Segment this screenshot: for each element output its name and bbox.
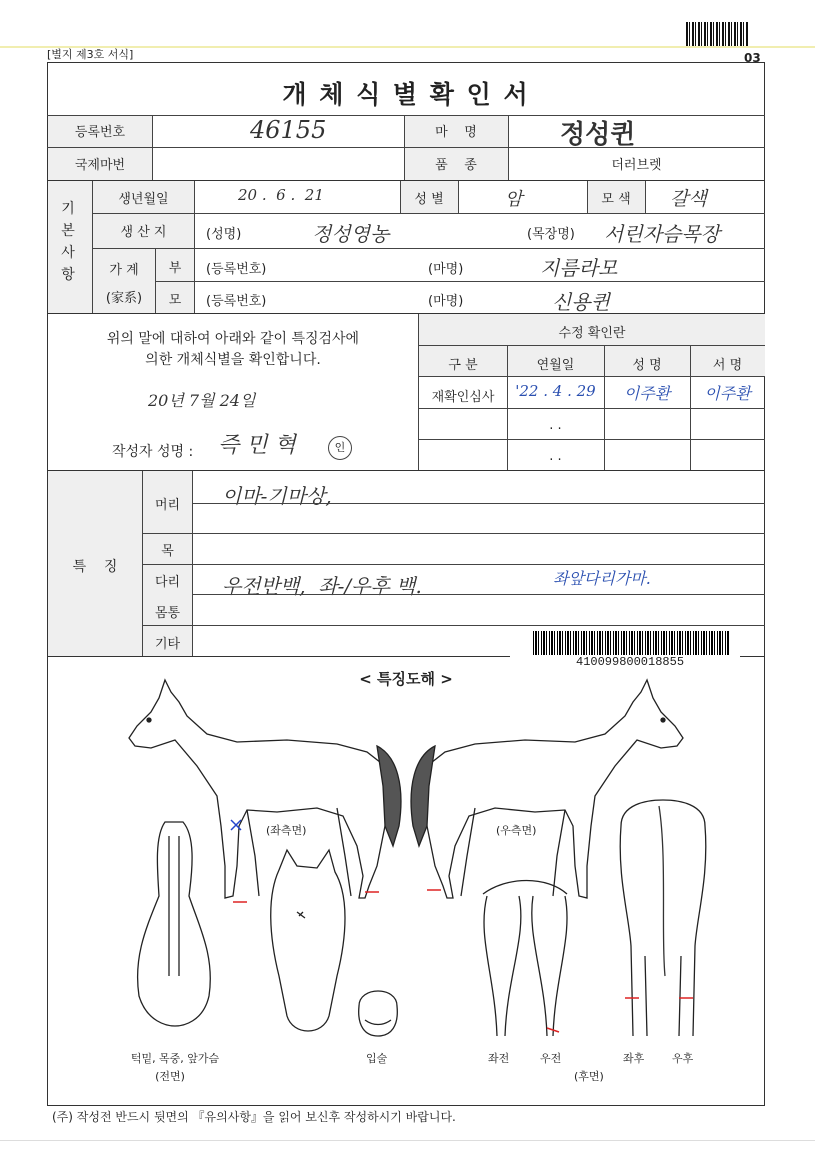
statement-line2: 의한 개체식별을 확인합니다. — [145, 352, 321, 368]
left-hind-label: 좌후 — [623, 1052, 645, 1065]
right-side-label: (우측면) — [496, 824, 537, 837]
birth-value: 20 . 6 . 21 — [238, 186, 324, 204]
document-title: 개 체 식 별 확 인 서 — [282, 80, 530, 109]
breed-value: 더러브렛 — [611, 158, 662, 173]
horse-name-label: 마 명 — [435, 125, 477, 140]
right-hind-label: 우후 — [672, 1052, 694, 1065]
dam-reg-label: (등록번호) — [206, 294, 267, 309]
origin-name-label: (성명) — [206, 227, 242, 242]
dam-label: 모 — [168, 293, 182, 308]
basic-section-label: 기본사항 — [61, 201, 75, 283]
footnote: (주) 작성전 반드시 뒷면의 『유의사항』을 읽어 보신후 작성하시기 바랍니다. — [52, 1110, 456, 1124]
sex-label: 성 별 — [414, 192, 444, 207]
front-caption: 턱밑, 목중, 앞가슴 — [130, 1052, 220, 1065]
legs-value: 우전반백, 좌-/우후 백. — [222, 574, 422, 598]
lip-icon — [359, 991, 398, 1036]
rev-row3-date: . . — [549, 449, 562, 464]
birth-label: 생년월일 — [118, 192, 169, 207]
rev-header-type: 구 분 — [448, 358, 478, 373]
right-side-horse-icon — [411, 680, 683, 898]
rev-row-type: 재확인심사 — [431, 390, 495, 405]
writer-signature: 즉 민 혁 — [218, 433, 296, 458]
marking-indicators — [233, 890, 693, 1032]
rev-row-name: 이주환 — [623, 384, 671, 403]
head-label: 머리 — [154, 498, 181, 513]
sire-name-label: (마명) — [428, 262, 464, 277]
dam-name-label: (마명) — [428, 294, 464, 309]
intl-no-label: 국제마번 — [74, 158, 126, 173]
page-code: 03 — [744, 51, 761, 65]
origin-name-value: 정성영농 — [312, 222, 390, 246]
head-front-icon — [271, 850, 345, 1031]
rear-view-label: (후면) — [574, 1070, 604, 1083]
color-value: 갈색 — [670, 188, 707, 210]
ranch-value: 서린자슴목장 — [604, 222, 720, 246]
other-label: 기타 — [154, 637, 181, 652]
features-section-label: 특 징 — [72, 559, 118, 575]
rev-header-date: 연월일 — [536, 358, 575, 373]
horse-diagrams — [47, 676, 765, 1096]
family-label: 가 계 — [109, 263, 139, 278]
rev-row-sign: 이주환 — [704, 384, 751, 403]
head-value: 이마-기마상, — [222, 484, 332, 508]
rev-row2-date: . . — [549, 418, 562, 433]
rev-header-name: 성 명 — [632, 358, 662, 373]
reg-no-value: 46155 — [250, 116, 327, 144]
sex-value: 암 — [505, 189, 523, 210]
top-barcode — [686, 22, 748, 46]
statement-line1: 위의 말에 대하여 아래와 같이 특징검사에 — [106, 331, 360, 347]
form-label: [별지 제3호 서식] — [47, 48, 134, 61]
sire-label: 부 — [168, 261, 182, 276]
barcode-bars — [533, 631, 729, 655]
left-side-label: (좌측면) — [266, 824, 307, 837]
front-legs-icon — [483, 881, 567, 1037]
diagram-title: < 특징도해 > — [359, 670, 453, 688]
horse-name-value: 정성퀸 — [560, 120, 636, 150]
left-side-horse-icon — [129, 680, 401, 898]
barcode-number: 410099800018855 — [576, 655, 685, 669]
left-fore-label: 좌전 — [488, 1052, 510, 1065]
rev-row-date: '22 . 4 . 29 — [515, 382, 596, 400]
neck-label: 목 — [161, 544, 174, 559]
footer-rule — [0, 1140, 815, 1141]
front-view-icon — [138, 822, 211, 1026]
front-view-label: (전면) — [155, 1070, 185, 1083]
breed-label: 품 종 — [435, 158, 477, 173]
body-label: 몸통 — [154, 606, 181, 621]
rear-view-icon — [620, 800, 706, 1036]
origin-label: 생 산 지 — [120, 225, 167, 240]
color-label: 모 색 — [601, 192, 631, 207]
seal-mark: 인 — [328, 436, 352, 460]
revision-title: 수정 확인란 — [558, 326, 626, 341]
legs-value-blue: 좌앞다리가마. — [553, 569, 651, 588]
sire-name-value: 지름라모 — [540, 256, 618, 280]
dam-name-value: 신용퀸 — [552, 290, 610, 314]
reg-no-label: 등록번호 — [74, 125, 126, 140]
rev-header-sign: 서 명 — [712, 358, 743, 373]
right-fore-label: 우전 — [540, 1052, 562, 1065]
confirm-date: 20년 7월 24일 — [148, 391, 256, 410]
writer-label: 작성자 성명 : — [112, 444, 194, 460]
ranch-label: (목장명) — [527, 227, 575, 242]
lip-label: 입술 — [366, 1052, 388, 1065]
family-hanja: (家系) — [105, 291, 143, 306]
legs-label: 다리 — [154, 575, 181, 590]
sire-reg-label: (등록번호) — [206, 262, 267, 277]
